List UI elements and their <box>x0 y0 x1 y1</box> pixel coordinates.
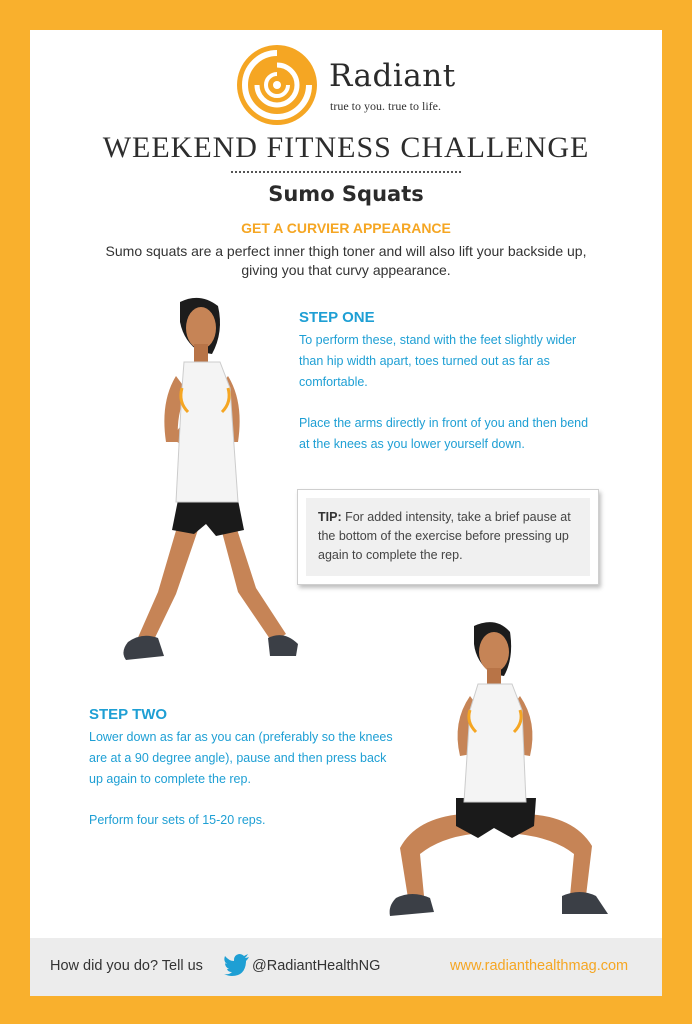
step-two-text <box>89 727 399 851</box>
step-two-heading: STEP TWO <box>89 706 168 723</box>
tip-box <box>297 489 599 585</box>
step-two-paragraph-2: Perform four sets of 15-20 reps. <box>89 813 266 827</box>
step-one-text <box>299 330 595 475</box>
dotted-divider <box>231 171 461 173</box>
step-two-paragraph-1: Lower down as far as you can (preferably so the knees are at a 90 degree angle), pause and then press back up again to complete the rep. <box>89 730 393 786</box>
website-link[interactable]: www.radianthealthmag.com <box>450 958 629 974</box>
infographic-card <box>30 30 662 996</box>
swirl-logo-icon <box>233 44 325 126</box>
exercise-title: Sumo Squats <box>268 182 424 206</box>
tip-label: TIP: <box>318 510 342 524</box>
tip-text: For added intensity, take a brief pause at the bottom of the exercise before pressing up again to complete the rep. <box>318 510 571 562</box>
twitter-bird-icon[interactable] <box>224 954 250 976</box>
twitter-handle-link[interactable]: @RadiantHealthNG <box>252 958 381 974</box>
page-title: WEEKEND FITNESS CHALLENGE <box>102 131 590 164</box>
squatting-woman-illustration <box>386 618 612 918</box>
radiant-logo <box>233 44 493 126</box>
brand-name: Radiant <box>329 58 456 94</box>
standing-woman-illustration <box>88 292 298 664</box>
brand-tagline: true to you. true to life. <box>330 99 441 113</box>
step-one-paragraph-1: To perform these, stand with the feet slightly wider than hip width apart, toes turned out as far as comfortable. <box>299 333 577 389</box>
intro-text: Sumo squats are a perfect inner thigh toner and will also lift your backside up, giving you that curvy appearance. <box>105 243 587 278</box>
footer-bar <box>30 938 662 996</box>
step-one-paragraph-2: Place the arms directly in front of you and then bend at the knees as you lower yourself down. <box>299 416 589 451</box>
footer-prompt: How did you do? Tell us <box>50 958 203 974</box>
goal-heading: GET A CURVIER APPEARANCE <box>241 220 451 236</box>
step-one-heading: STEP ONE <box>299 309 375 326</box>
tip-content <box>306 498 590 576</box>
